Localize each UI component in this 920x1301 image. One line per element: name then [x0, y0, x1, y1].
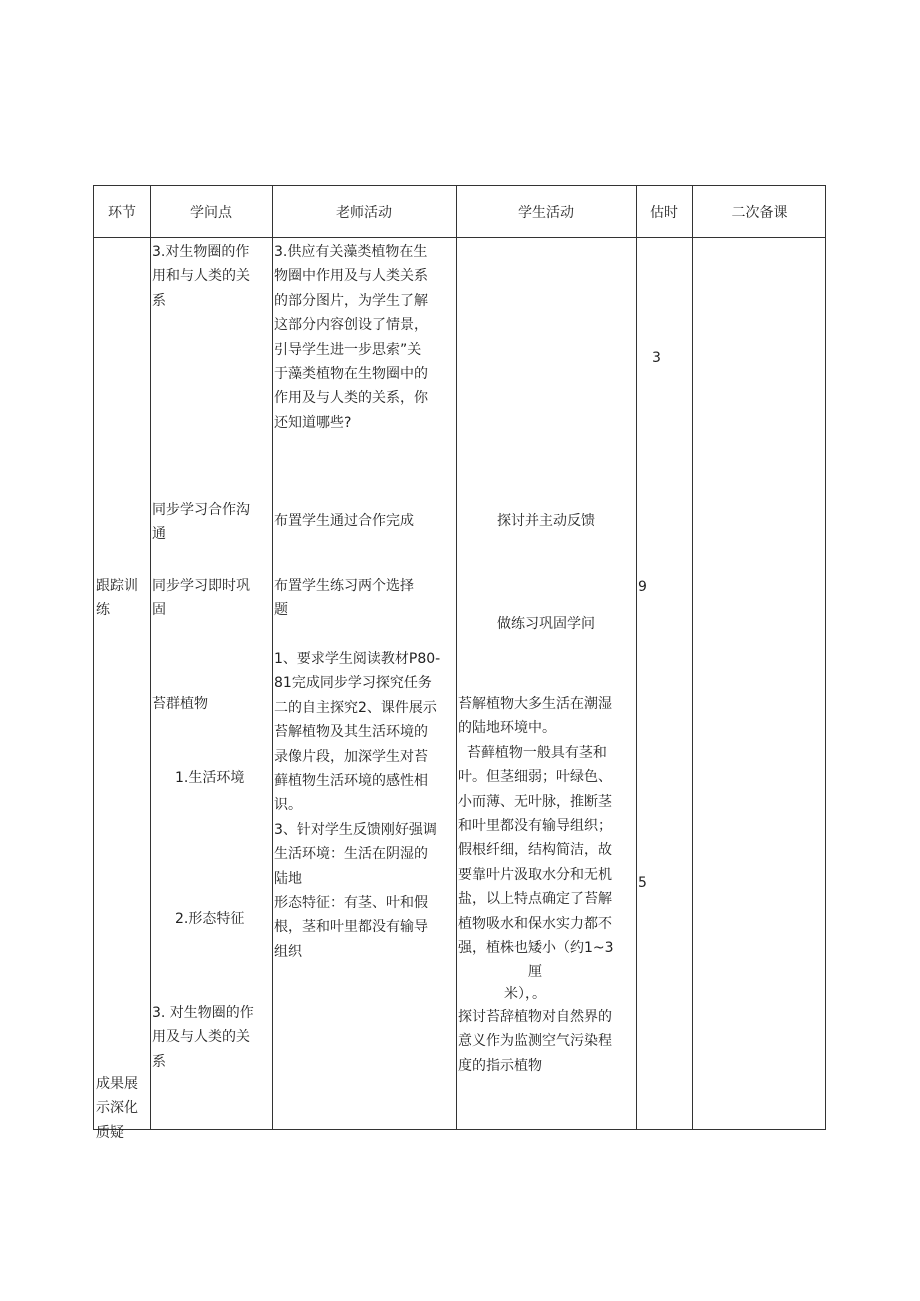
knowledge-item: 同步学习合作沟 通	[152, 502, 250, 543]
student-activity: 探讨苔辞植物对自然界的 意义作为监测空气污染程 度的指示植物	[458, 1009, 612, 1074]
header-teacher: 老师活动	[336, 204, 392, 221]
column-divider	[692, 186, 693, 1129]
lesson-plan-table	[93, 185, 826, 1141]
column-divider	[150, 186, 151, 1129]
teacher-activity: 3.供应有关藻类植物在生 物圈中作用及与人类关系 的部分图片，为学生了解 这部分内容创设了情景， 引导学生进一步思索”关 于藻类植物在生物圈中的 作用及与人类的关系，你 还知道哪些?	[274, 244, 428, 431]
knowledge-item: 2.形态特征	[175, 911, 245, 927]
knowledge-item: 同步学习即时巩 固	[152, 578, 250, 619]
knowledge-item: 苔群植物	[152, 696, 208, 712]
student-activity: 做练习巩固学问	[497, 616, 595, 632]
column-divider	[272, 186, 273, 1129]
time-estimate: 9	[638, 579, 647, 595]
student-activity: 厘	[528, 964, 542, 980]
header-student: 学生活动	[518, 204, 574, 221]
teacher-activity: 1、要求学生阅读教材P80- 81完成同步学习探究任务 二的自主探究2、课件展示 苔解植物及其生活环境的 录像片段，加深学生对苔 藓植物生活环境的感性相 识。 3、针对学生反馈刚好强调 生活环境：生活在阴湿的 陆地 形态特征：有茎、叶和假 根，茎和叶里都没有输导 组织	[274, 651, 441, 960]
column-divider	[456, 186, 457, 1129]
header-notes: 二次备课	[731, 204, 788, 221]
student-activity: 探讨并主动反馈	[497, 513, 595, 529]
knowledge-item: 3. 对生物圈的作 用及与人类的关 系	[152, 1005, 254, 1070]
student-activity: 苔解植物大多生活在潮湿 的陆地环境中。 苔藓植物一般具有茎和 叶。但茎细弱；叶绿色、 小而薄、无叶脉，推断茎 和叶里都没有输导组织； 假根纤细，结构简洁，故 要靠叶片汲取水分和无机 盐，以上特点确定了苔解 植物吸水和保水实力都不 强，植株也矮小（约1~3	[458, 696, 614, 957]
header-time: 估时	[650, 204, 678, 221]
teacher-activity: 布置学生通过合作完成	[274, 513, 414, 529]
section-tracking: 跟踪训 练	[96, 578, 138, 619]
time-estimate: 3	[652, 350, 661, 366]
header-divider	[94, 237, 825, 238]
knowledge-item: 1.生活环境	[175, 770, 245, 786]
teacher-activity: 布置学生练习两个选择 题	[274, 578, 414, 619]
knowledge-item: 3.对生物圈的作 用和与人类的关 系	[152, 244, 250, 309]
student-activity: 米），。	[504, 986, 546, 1002]
column-divider	[636, 186, 637, 1129]
section-results: 成果展 示深化 质疑	[96, 1076, 138, 1141]
header-section: 环节	[108, 204, 136, 221]
time-estimate: 5	[638, 875, 647, 891]
header-knowledge: 学问点	[190, 204, 232, 221]
